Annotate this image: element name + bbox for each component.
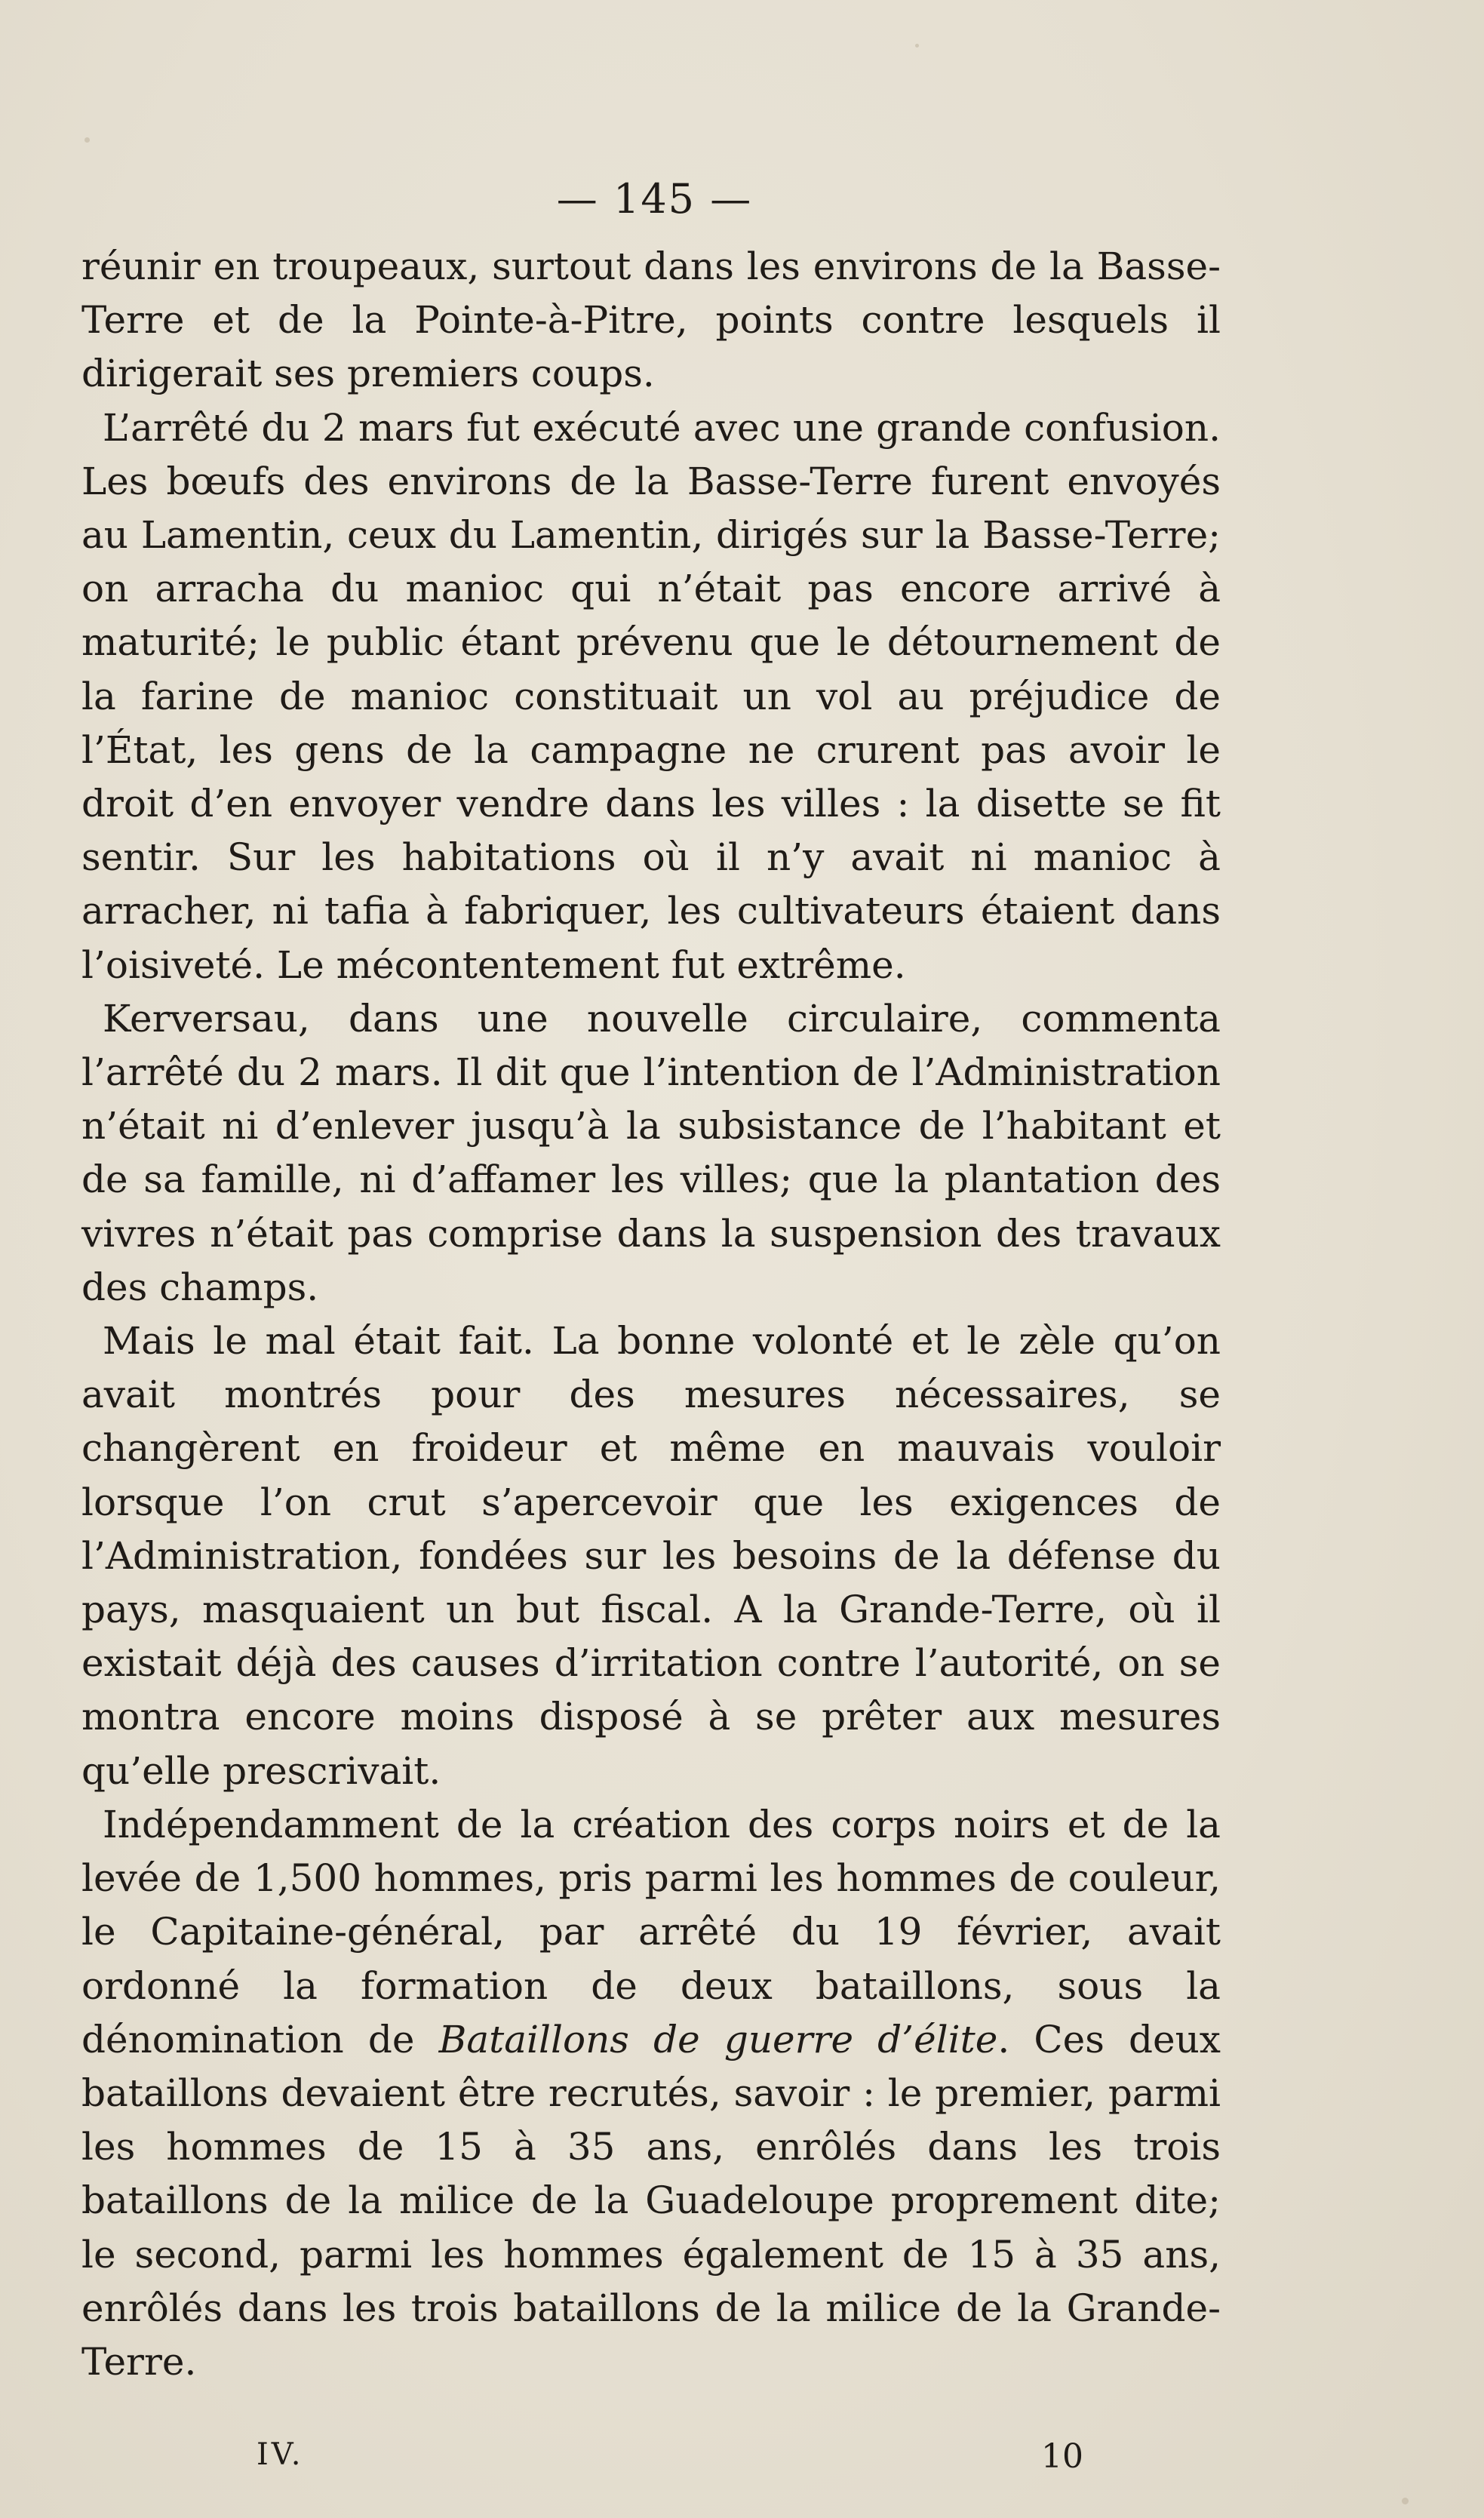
paragraph-4: Mais le mal était fait. La bonne volonté et le zèle qu’on avait montrés pour des mesures nécessaires, se changèrent en froideur et même en mauvais vouloir lorsque l’on crut s’apercevoir que les exigences de l’Administration, fondées sur les besoins de la défense du pays, masquaient un but fiscal. A la Grande-Terre, où il existait déjà des causes d’irritation contre l’autorité, on se montra encore moins disposé à se prêter aux mesures qu’elle prescrivait. bbox=[81, 1319, 1221, 1793]
body-text bbox=[81, 240, 1221, 2389]
paper-speck bbox=[915, 44, 919, 48]
paragraph-1: réunir en troupeaux, surtout dans les environs de la Basse-Terre et de la Pointe-à-Pitre, points contre lesquels il dirigerait ses premiers coups. bbox=[81, 244, 1221, 396]
paragraph-3: Kerversau, dans une nouvelle circulaire, commenta l’arrêté du 2 mars. Il dit que l’intention de l’Administration n’était ni d’enlever jusqu’à la subsistance de l’habitant et de sa famille, ni d’affamer les villes; que la plantation des vivres n’était pas comprise dans la suspension des travaux des champs. bbox=[81, 996, 1221, 1309]
paper-speck bbox=[84, 137, 90, 143]
paragraph-5-end: . Ces deux bataillons devaient être recrutés, savoir : le premier, parmi les hommes de 15 à 35 ans, enrôlés dans les trois bataillons de la milice de la Guadeloupe proprement dite; le second, parmi les hommes également de 15 à 35 ans, enrôlés dans les trois bataillons de la milice de la Grande-Terre. bbox=[81, 2017, 1221, 2384]
paragraph-2: L’arrêté du 2 mars fut exécuté avec une grande confusion. Les bœufs des environs de la Basse-Terre furent envoyés au Lamentin, ceux du Lamentin, dirigés sur la Basse-Terre; on arracha du manioc qui n’était pas encore arrivé à maturité; le public étant prévenu que le détournement de la farine de manioc constituait un vol au préjudice de l’État, les gens de la campagne ne crurent pas avoir le droit d’en envoyer vendre dans les villes : la disette se fit sentir. Sur les habitations où il n’y avait ni manioc à arracher, ni tafia à fabriquer, les cultivateurs étaient dans l’oisiveté. Le mécontentement fut extrême. bbox=[81, 405, 1221, 987]
page-number-header: — 145 — bbox=[556, 175, 753, 223]
signature-number: 10 bbox=[1041, 2437, 1083, 2476]
signature-mark: IV. bbox=[257, 2437, 304, 2472]
paper-speck bbox=[1402, 2498, 1409, 2504]
paragraph-5-start: Indépendamment de la création des corps noirs et de la levée de 1,500 hommes, pris parmi les hommes de couleur, le Capitaine-général, par arrêté du 19 février, avait ordonné la formation de deux bataillons, sous la dénomination de bbox=[81, 1802, 1221, 2061]
paragraph-5-italic: Bataillons de guerre d’élite bbox=[438, 2017, 998, 2061]
paragraph-5 bbox=[81, 1798, 1221, 2389]
